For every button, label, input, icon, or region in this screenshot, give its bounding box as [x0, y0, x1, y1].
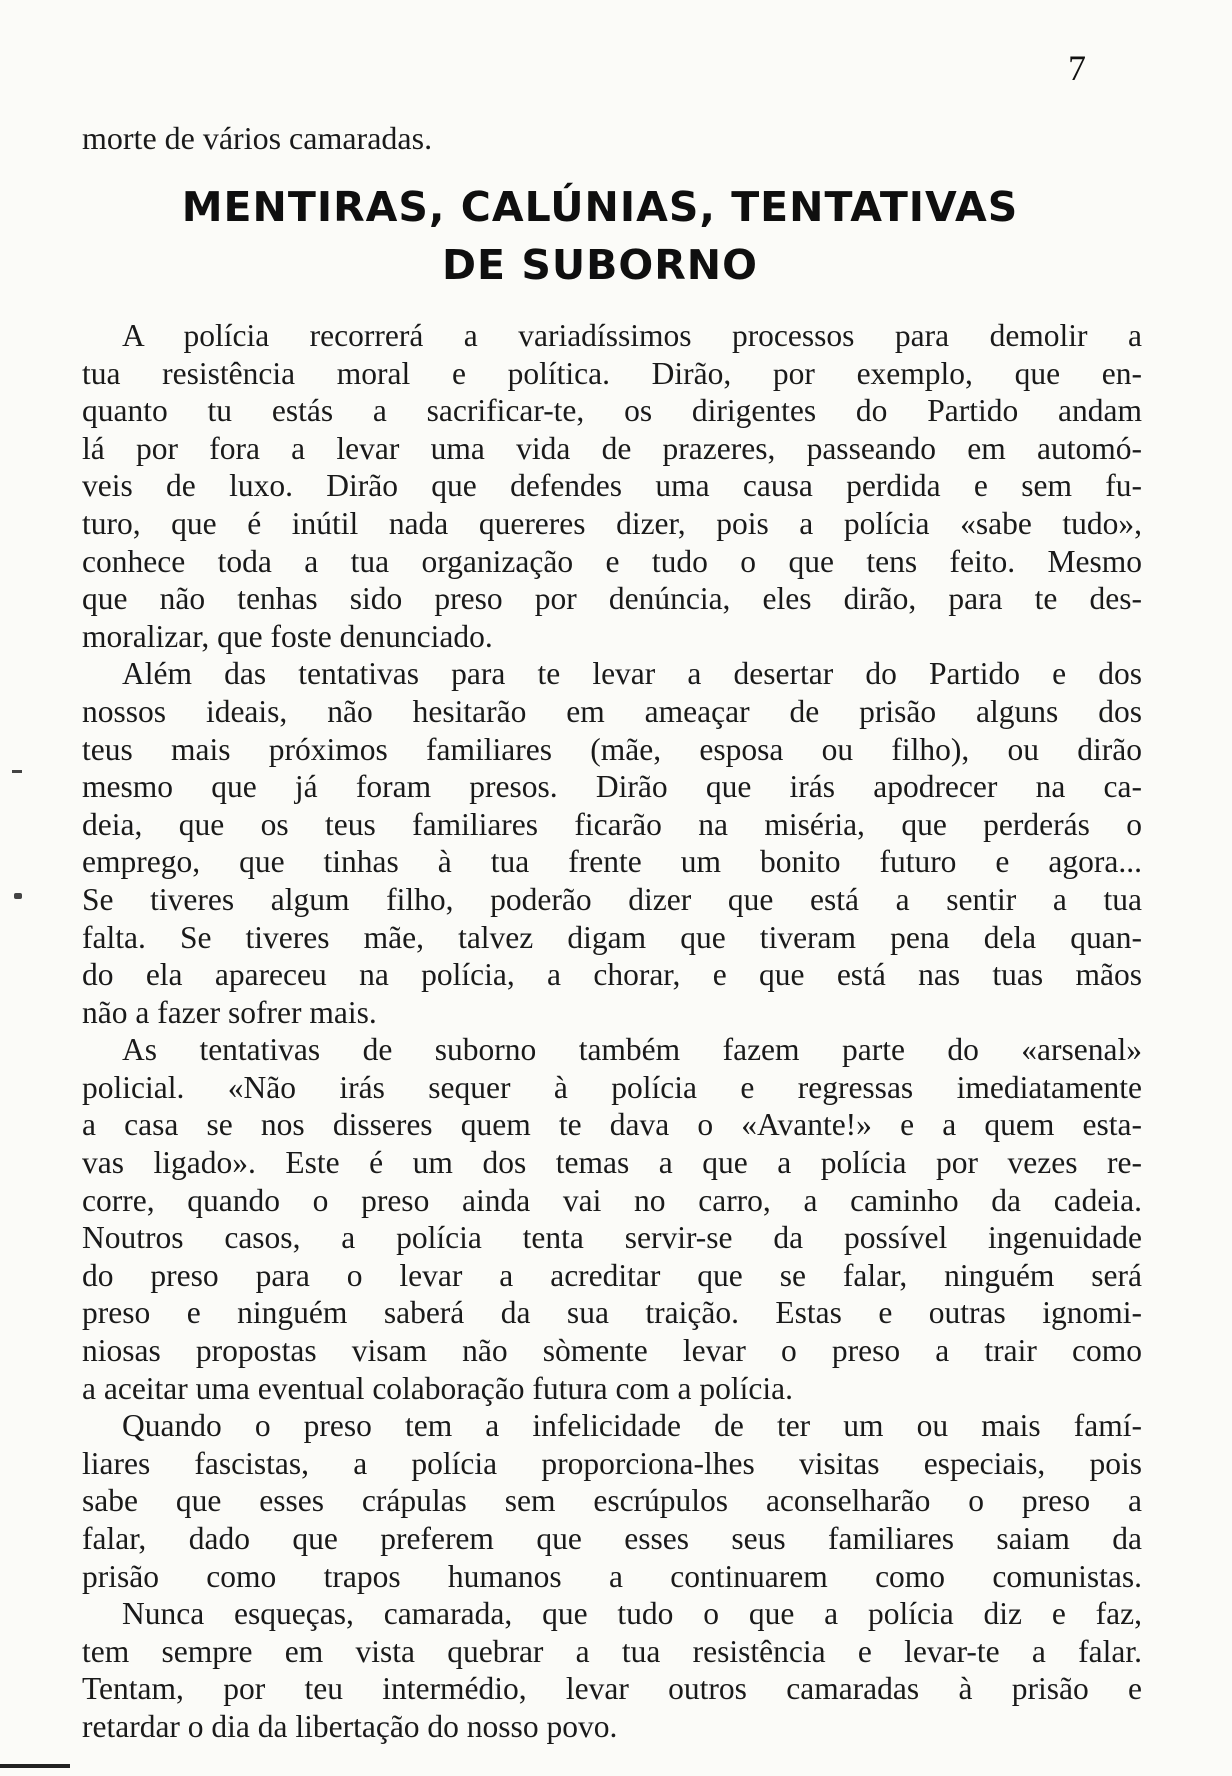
text-line: tem sempre em vista quebrar a tua resistência e levar-te a falar.: [82, 1633, 1142, 1669]
text-line: Se tiveres algum filho, poderão dizer que está a sentir a tua: [82, 881, 1142, 917]
text-line: moralizar, que foste denunciado.: [82, 618, 493, 654]
text-line: A polícia recorrerá a variadíssimos processos para demolir a: [122, 318, 1142, 353]
text-line: preso e ninguém saberá da sua traição. Estas e outras ignomi-: [82, 1295, 1142, 1331]
text-line: lá por fora a levar uma vida de prazeres, passeando em automó-: [82, 430, 1142, 466]
text-line: policial. «Não irás sequer à polícia e regressas imediatamente: [82, 1069, 1142, 1105]
scan-edge-mark: [0, 1764, 70, 1768]
section-heading: [150, 178, 1050, 294]
text-line: Quando o preso tem a infelicidade de ter um ou mais famí-: [122, 1408, 1142, 1444]
text-line: a casa se nos disseres quem te dava o «Avante!» e a quem esta-: [82, 1107, 1142, 1143]
text-line: não a fazer sofrer mais.: [82, 994, 377, 1030]
text-line: retardar o dia da libertação do nosso povo.: [82, 1708, 618, 1744]
text-line: a aceitar uma eventual colaboração futura com a polícia.: [82, 1370, 793, 1406]
margin-mark: [12, 770, 22, 773]
text-line: vas ligado». Este é um dos temas a que a polícia por vezes re-: [82, 1145, 1142, 1181]
heading-line-1: MENTIRAS, CALÚNIAS, TENTATIVAS: [181, 183, 1019, 231]
text-line: mesmo que já foram presos. Dirão que irás apodrecer na ca-: [82, 769, 1142, 805]
text-line: Noutros casos, a polícia tenta servir-se da possível ingenuidade: [82, 1220, 1142, 1256]
text-line: Além das tentativas para te levar a desertar do Partido e dos: [122, 656, 1142, 692]
text-line: veis de luxo. Dirão que defendes uma causa perdida e sem fu-: [82, 468, 1142, 504]
text-line: quanto tu estás a sacrificar-te, os dirigentes do Partido andam: [82, 393, 1142, 429]
text-line: do preso para o levar a acreditar que se falar, ninguém será: [82, 1257, 1142, 1293]
text-line: que não tenhas sido preso por denúncia, eles dirão, para te des-: [82, 581, 1142, 617]
text-line: conhece toda a tua organização e tudo o que tens feito. Mesmo: [82, 543, 1142, 579]
heading-line-2: DE SUBORNO: [442, 241, 758, 289]
text-line: emprego, que tinhas à tua frente um bonito futuro e agora...: [82, 844, 1142, 880]
text-line: falar, dado que preferem que esses seus familiares saiam da: [82, 1521, 1142, 1556]
text-line: corre, quando o preso ainda vai no carro, a caminho da cadeia.: [82, 1182, 1142, 1218]
text-line: turo, que é inútil nada quereres dizer, pois a polícia «sabe tudo»,: [82, 505, 1142, 541]
page-number: 7: [1068, 48, 1086, 88]
text-line: Nunca esqueças, camarada, que tudo o que a polícia diz e faz,: [122, 1596, 1142, 1632]
text-line: niosas propostas visam não sòmente levar o preso a trair como: [82, 1333, 1142, 1369]
text-line: do ela apareceu na polícia, a chorar, e que está nas tuas mãos: [82, 957, 1142, 993]
text-line: nossos ideais, não hesitarão em ameaçar de prisão alguns dos: [82, 693, 1142, 729]
body-text: [82, 317, 1142, 1746]
lead-line: morte de vários camaradas.: [82, 120, 433, 156]
text-line: sabe que esses crápulas sem escrúpulos aconselharão o preso a: [82, 1483, 1142, 1519]
margin-mark: [14, 893, 22, 899]
text-line: tua resistência moral e política. Dirão, por exemplo, que en-: [82, 355, 1142, 391]
text-line: Tentam, por teu intermédio, levar outros camaradas à prisão e: [82, 1671, 1142, 1707]
text-line: falta. Se tiveres mãe, talvez digam que tiveram pena dela quan-: [82, 919, 1142, 955]
text-line: liares fascistas, a polícia proporciona-lhes visitas especiais, pois: [82, 1445, 1142, 1481]
text-line: As tentativas de suborno também fazem parte do «arsenal»: [122, 1032, 1142, 1068]
text-line: prisão como trapos humanos a continuarem como comunistas.: [82, 1558, 1142, 1594]
text-line: deia, que os teus familiares ficarão na miséria, que perderás o: [82, 806, 1142, 842]
text-line: teus mais próximos familiares (mãe, esposa ou filho), ou dirão: [82, 731, 1142, 767]
